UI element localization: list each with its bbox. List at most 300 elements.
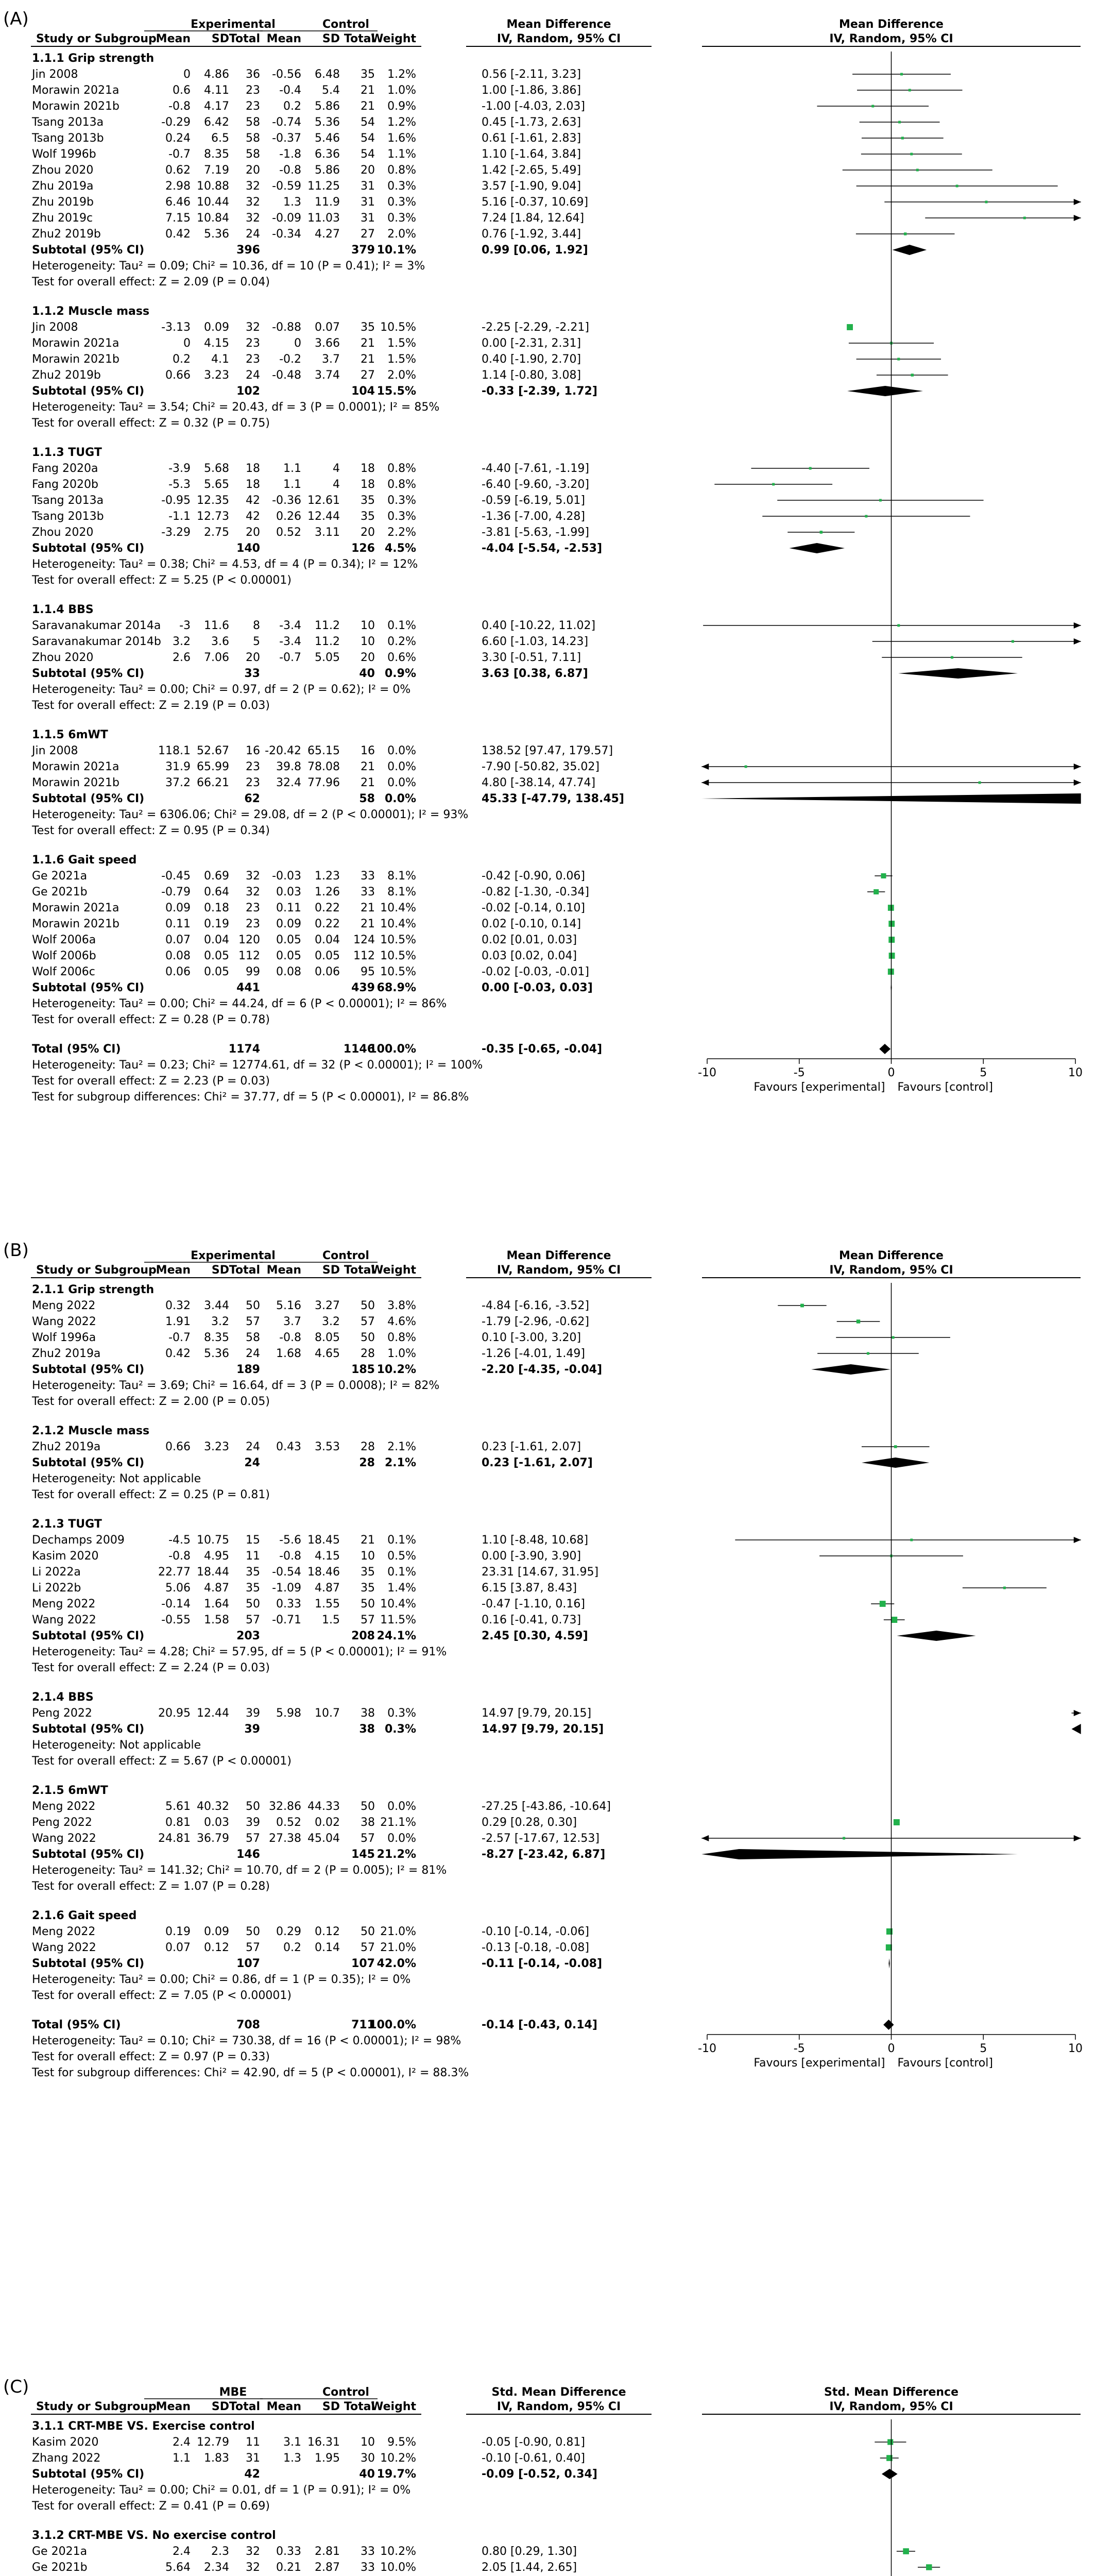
subgroup-title: 1.1.1 Grip strength (32, 52, 155, 65)
total-ctl: 28 (361, 1347, 375, 1360)
total-exp: 18 (246, 478, 260, 491)
total-ctl: 711 (351, 2019, 375, 2031)
point-estimate (857, 1319, 860, 1323)
total-label: Total (95% CI) (32, 2019, 121, 2031)
mean-exp: 5.61 (165, 1800, 191, 1813)
sd-ctl: 1.95 (315, 2452, 340, 2465)
point-estimate (871, 105, 874, 108)
sd-ctl: 44.33 (307, 1800, 340, 1813)
x-tick-label: -5 (793, 1066, 805, 1079)
weight: 0.3% (387, 510, 416, 523)
panel-label: (C) (3, 2377, 29, 2397)
point-estimate (897, 358, 900, 360)
effect-subheader: IV, Random, 95% CI (496, 1264, 621, 1277)
total-exp: 24 (246, 1347, 260, 1360)
plot-title: Std. Mean Difference (824, 2386, 959, 2399)
mean-ctl: -0.48 (272, 369, 301, 382)
point-estimate (800, 1304, 804, 1308)
total-ctl: 54 (361, 148, 375, 161)
mean-exp: 0.2 (173, 353, 191, 366)
sd-ctl: 0.12 (315, 1925, 340, 1938)
subgroup-title: 2.1.2 Muscle mass (32, 1425, 150, 1437)
sd-ctl: 5.86 (315, 100, 340, 113)
study-name: Peng 2022 (32, 1816, 92, 1829)
point-estimate (979, 782, 981, 784)
sd-ctl: 4.87 (315, 1582, 340, 1595)
point-estimate (847, 324, 853, 330)
total-exp: 50 (246, 1925, 260, 1938)
study-name: Meng 2022 (32, 1800, 96, 1813)
mean-ctl: -3.4 (279, 635, 301, 648)
plot-subtitle: IV, Random, 95% CI (829, 2400, 953, 2413)
subgroup-title: 2.1.5 6mWT (32, 1784, 108, 1797)
effect-subheader: IV, Random, 95% CI (496, 2400, 621, 2413)
weight: 4.5% (384, 542, 416, 555)
effect-ci: 0.02 [0.01, 0.03] (482, 934, 577, 946)
favours-right: Favours [control] (897, 1081, 993, 1094)
sd-exp: 18.44 (197, 1566, 229, 1579)
mean-exp: 24.81 (158, 1832, 191, 1845)
col-header-total: Total (344, 2400, 375, 2413)
total-exp: 146 (236, 1848, 260, 1861)
sd-ctl: 0.22 (315, 902, 340, 914)
weight: 0.1% (387, 619, 416, 632)
sd-ctl: 1.55 (315, 1598, 340, 1611)
total-exp: 8 (253, 619, 260, 632)
study-name: Morawin 2021b (32, 918, 119, 930)
sd-exp: 3.23 (204, 1440, 229, 1453)
subgroup-title: 1.1.4 BBS (32, 603, 94, 616)
overall-effect-test: Test for overall effect: Z = 7.05 (P < 0.00001) (32, 1989, 292, 2002)
total-ctl: 33 (361, 886, 375, 899)
mean-ctl: 0 (294, 337, 301, 350)
mean-ctl: -0.71 (272, 1614, 301, 1626)
effect-ci: 1.00 [-1.86, 3.86] (482, 84, 581, 97)
effect-ci: -8.27 [-23.42, 6.87] (482, 1848, 606, 1861)
subgroup-title: 3.1.1 CRT-MBE VS. Exercise control (32, 2420, 255, 2433)
effect-ci: -0.13 [-0.18, -0.08] (482, 1941, 589, 1954)
total-ctl: 10 (361, 2436, 375, 2449)
total-exp: 11 (246, 1550, 260, 1563)
mean-ctl: 0.03 (276, 886, 301, 899)
effect-ci: 1.10 [-1.64, 3.84] (482, 148, 581, 161)
subtotal-label: Subtotal (95% CI) (32, 385, 145, 398)
effect-ci: -0.47 [-1.10, 0.16] (482, 1598, 585, 1611)
total-ctl: 35 (361, 1582, 375, 1595)
effect-ci: -0.82 [-1.30, -0.34] (482, 886, 589, 899)
total-ctl: 28 (359, 1456, 375, 1469)
total-ctl: 50 (361, 1800, 375, 1813)
total-ctl: 10 (361, 1550, 375, 1563)
total-exp: 23 (246, 84, 260, 97)
total-exp: 23 (246, 918, 260, 930)
total-ctl: 40 (359, 2468, 375, 2481)
mean-exp: -3 (179, 619, 191, 632)
mean-ctl: 1.68 (276, 1347, 301, 1360)
point-estimate (843, 1837, 845, 1840)
study-name: Tsang 2013a (32, 116, 104, 129)
heterogeneity: Heterogeneity: Tau² = 3.69; Chi² = 16.64, df = 3 (P = 0.0008); I² = 82% (32, 1379, 440, 1392)
sd-ctl: 11.03 (307, 212, 340, 225)
study-name: Kasim 2020 (32, 2436, 99, 2449)
mean-ctl: 0.43 (276, 1440, 301, 1453)
total-ctl: 40 (359, 667, 375, 680)
plot-title: Mean Difference (839, 18, 944, 31)
sd-ctl: 5.46 (315, 132, 340, 145)
effect-ci: 138.52 [97.47, 179.57] (482, 744, 613, 757)
point-estimate (951, 656, 953, 659)
mean-exp: -0.8 (168, 1550, 191, 1563)
study-name: Zhou 2020 (32, 164, 94, 177)
col-header-weight: Weight (371, 2400, 416, 2413)
col-header-sd: SD (211, 1264, 229, 1277)
sd-ctl: 77.96 (307, 776, 340, 789)
subgroup-title: 1.1.6 Gait speed (32, 854, 137, 867)
study-name: Wang 2022 (32, 1941, 96, 1954)
total-exp: 120 (238, 934, 260, 946)
panel-label: (B) (3, 1240, 29, 1261)
study-name: Kasim 2020 (32, 1550, 99, 1563)
weight: 0.3% (387, 1707, 416, 1720)
mean-ctl: 1.1 (283, 462, 301, 475)
weight: 0.1% (387, 1534, 416, 1547)
mean-exp: 0.07 (165, 1941, 191, 1954)
weight: 1.0% (387, 1347, 416, 1360)
effect-ci: -1.26 [-4.01, 1.49] (482, 1347, 585, 1360)
sd-exp: 2.34 (204, 2561, 229, 2574)
sd-exp: 4.95 (204, 1550, 229, 1563)
total-ctl: 21 (361, 353, 375, 366)
total-exp: 708 (236, 2019, 260, 2031)
point-estimate (879, 499, 882, 502)
x-tick-label: 0 (887, 1066, 895, 1079)
effect-ci: 0.16 [-0.41, 0.73] (482, 1614, 581, 1626)
sd-exp: 2.75 (204, 526, 229, 539)
total-exp: 23 (246, 353, 260, 366)
total-exp: 441 (236, 981, 260, 994)
mean-ctl: -0.8 (279, 1550, 301, 1563)
effect-ci: 0.61 [-1.61, 2.83] (482, 132, 581, 145)
subgroup-title: 2.1.6 Gait speed (32, 1909, 137, 1922)
ci-line-arrow-left (701, 779, 709, 786)
sd-ctl: 4 (333, 462, 340, 475)
point-estimate (897, 624, 900, 627)
total-exp: 36 (246, 68, 260, 81)
study-name: Wolf 2006a (32, 934, 96, 946)
footer-line-3: Test for subgroup differences: Chi² = 37.77, df = 5 (P < 0.00001), I² = 86.8% (32, 1091, 469, 1104)
effect-ci: 3.63 [0.38, 6.87] (482, 667, 588, 680)
effect-ci: -1.00 [-4.03, 2.03] (482, 100, 585, 113)
subtotal-label: Subtotal (95% CI) (32, 1723, 145, 1736)
weight: 10.5% (380, 965, 416, 978)
total-exp: 23 (246, 760, 260, 773)
mean-ctl: 0.09 (276, 918, 301, 930)
mean-exp: -0.8 (168, 100, 191, 113)
mean-ctl: 0.29 (276, 1925, 301, 1938)
total-exp: 32 (246, 870, 260, 883)
mean-exp: 0.66 (165, 1440, 191, 1453)
weight: 0.8% (387, 462, 416, 475)
study-name: Zhou 2020 (32, 651, 94, 664)
total-exp: 58 (246, 132, 260, 145)
weight: 0.0% (387, 776, 416, 789)
col-header-weight: Weight (371, 1264, 416, 1277)
mean-ctl: -0.37 (272, 132, 301, 145)
sd-exp: 0.03 (204, 1816, 229, 1829)
weight: 1.2% (387, 68, 416, 81)
weight: 2.0% (387, 228, 416, 241)
point-estimate (910, 153, 913, 156)
study-name: Morawin 2021a (32, 337, 119, 350)
total-exp: 102 (236, 385, 260, 398)
weight: 0.9% (387, 100, 416, 113)
mean-exp: -0.29 (161, 116, 191, 129)
study-name: Wolf 2006b (32, 950, 96, 962)
footer-line-2: Test for overall effect: Z = 0.97 (P = 0.33) (32, 2050, 270, 2063)
effect-ci: 0.23 [-1.61, 2.07] (482, 1456, 593, 1469)
ci-line-arrow-left (701, 1835, 709, 1841)
study-name: Morawin 2021a (32, 902, 119, 914)
sd-exp: 3.23 (204, 369, 229, 382)
plot-subtitle: IV, Random, 95% CI (829, 32, 953, 45)
mean-exp: 0.06 (165, 965, 191, 978)
subgroup-title: 3.1.2 CRT-MBE VS. No exercise control (32, 2529, 276, 2542)
study-name: Tsang 2013a (32, 494, 104, 507)
study-name: Zhou 2020 (32, 526, 94, 539)
effect-ci: 0.00 [-2.31, 2.31] (482, 337, 581, 350)
mean-ctl: -0.88 (272, 321, 301, 334)
mean-ctl: 39.8 (276, 760, 301, 773)
col-header-total: Total (344, 1264, 375, 1277)
subtotal-label: Subtotal (95% CI) (32, 2468, 145, 2481)
total-exp: 24 (246, 369, 260, 382)
total-ctl: 31 (361, 212, 375, 225)
total-exp: 50 (246, 1800, 260, 1813)
sd-exp: 12.73 (197, 510, 229, 523)
study-name: Zhu 2019b (32, 196, 94, 209)
effect-ci: 14.97 [9.79, 20.15] (482, 1707, 592, 1720)
sd-ctl: 6.36 (315, 148, 340, 161)
mean-exp: 2.6 (173, 651, 191, 664)
weight: 11.5% (380, 1614, 416, 1626)
point-estimate (904, 232, 907, 235)
weight: 0.0% (384, 792, 416, 805)
sd-ctl: 0.14 (315, 1941, 340, 1954)
mean-ctl: 5.16 (276, 1299, 301, 1312)
sd-exp: 12.79 (197, 2436, 229, 2449)
weight: 10.2% (380, 2452, 416, 2465)
effect-ci: 0.03 [0.02, 0.04] (482, 950, 577, 962)
study-name: Meng 2022 (32, 1598, 96, 1611)
panel-label: (A) (3, 9, 29, 29)
sd-exp: 0.12 (204, 1941, 229, 1954)
subtotal-label: Subtotal (95% CI) (32, 1957, 145, 1970)
subtotal-diamond (888, 1958, 889, 1969)
total-exp: 5 (253, 635, 260, 648)
total-exp: 32 (246, 886, 260, 899)
overall-effect-test: Test for overall effect: Z = 2.00 (P = 0.05) (32, 1395, 270, 1408)
weight: 0.2% (387, 635, 416, 648)
x-tick-label: 10 (1068, 1066, 1083, 1079)
total-exp: 20 (246, 164, 260, 177)
effect-ci: -7.90 [-50.82, 35.02] (482, 760, 600, 773)
sd-exp: 1.83 (204, 2452, 229, 2465)
col-header-study: Study or Subgroup (36, 2400, 157, 2413)
sd-exp: 8.35 (204, 1331, 229, 1344)
total-ctl: 57 (361, 1941, 375, 1954)
total-exp: 39 (244, 1723, 260, 1736)
mean-exp: -1.1 (168, 510, 191, 523)
total-exp: 32 (246, 2545, 260, 2558)
ci-line-arrow-right (1074, 638, 1081, 645)
mean-exp: 0.11 (165, 918, 191, 930)
sd-ctl: 5.36 (315, 116, 340, 129)
weight: 3.8% (387, 1299, 416, 1312)
study-name: Li 2022b (32, 1582, 81, 1595)
mean-exp: 31.9 (165, 760, 191, 773)
effect-ci: 0.23 [-1.61, 2.07] (482, 1440, 581, 1453)
weight: 0.8% (387, 1331, 416, 1344)
col-header-sd: SD (211, 32, 229, 45)
mean-ctl: -0.7 (279, 651, 301, 664)
subtotal-diamond (882, 2469, 898, 2479)
study-name: Meng 2022 (32, 1299, 96, 1312)
effect-ci: 3.30 [-0.51, 7.11] (482, 651, 581, 664)
total-exp: 20 (246, 651, 260, 664)
point-estimate (956, 185, 958, 188)
subtotal-diamond (811, 1364, 890, 1375)
sd-exp: 4.11 (204, 84, 229, 97)
effect-ci: -1.79 [-2.96, -0.62] (482, 1315, 589, 1328)
total-ctl: 28 (361, 1440, 375, 1453)
mean-exp: 6.46 (165, 196, 191, 209)
total-ctl: 208 (351, 1630, 375, 1642)
sd-ctl: 3.27 (315, 1299, 340, 1312)
sd-ctl: 4.15 (315, 1550, 340, 1563)
total-ctl: 54 (361, 116, 375, 129)
effect-ci: -0.35 [-0.65, -0.04] (482, 1043, 603, 1056)
study-name: Zhu2 2019a (32, 1347, 101, 1360)
effect-ci: 6.15 [3.87, 8.43] (482, 1582, 577, 1595)
weight: 24.1% (376, 1630, 416, 1642)
weight: 2.0% (387, 369, 416, 382)
point-estimate (985, 201, 987, 204)
mean-ctl: -3.4 (279, 619, 301, 632)
sd-ctl: 3.7 (322, 353, 340, 366)
ci-line-arrow-right (1074, 215, 1081, 221)
point-estimate (772, 483, 775, 486)
sd-exp: 11.6 (204, 619, 229, 632)
total-exp: 42 (244, 2468, 260, 2481)
study-name: Jin 2008 (32, 321, 78, 334)
total-exp: 23 (246, 100, 260, 113)
group1-header: Experimental (191, 18, 276, 31)
total-exp: 16 (246, 744, 260, 757)
study-name: Ge 2021b (32, 886, 88, 899)
sd-exp: 10.84 (197, 212, 229, 225)
total-ctl: 33 (361, 870, 375, 883)
total-exp: 58 (246, 116, 260, 129)
total-exp: 203 (236, 1630, 260, 1642)
mean-exp: 0.32 (165, 1299, 191, 1312)
mean-ctl: -0.2 (279, 353, 301, 366)
forest-panel-3 (3, 2377, 1083, 2576)
sd-ctl: 12.44 (307, 510, 340, 523)
total-diamond (879, 1044, 890, 1054)
col-header-total: Total (229, 32, 260, 45)
effect-ci: 6.60 [-1.03, 14.23] (482, 635, 589, 648)
point-estimate (892, 1336, 895, 1339)
total-ctl: 27 (361, 369, 375, 382)
point-estimate (901, 137, 904, 139)
sd-exp: 65.99 (197, 760, 229, 773)
sd-ctl: 6.48 (315, 68, 340, 81)
weight: 4.6% (387, 1315, 416, 1328)
total-exp: 23 (246, 337, 260, 350)
weight: 1.2% (387, 116, 416, 129)
effect-ci: 1.42 [-2.65, 5.49] (482, 164, 581, 177)
total-exp: 57 (246, 1941, 260, 1954)
total-exp: 50 (246, 1299, 260, 1312)
col-header-mean: Mean (266, 2400, 301, 2413)
mean-exp: 37.2 (165, 776, 191, 789)
mean-ctl: -0.36 (272, 494, 301, 507)
study-name: Fang 2020b (32, 478, 98, 491)
ci-line-arrow-right (1074, 1537, 1081, 1543)
effect-ci: -0.33 [-2.39, 1.72] (482, 385, 597, 398)
subtotal-diamond (701, 1849, 1018, 1859)
total-ctl: 10 (361, 619, 375, 632)
sd-ctl: 0.02 (315, 1816, 340, 1829)
total-exp: 57 (246, 1315, 260, 1328)
total-ctl: 21 (361, 918, 375, 930)
total-ctl: 31 (361, 180, 375, 193)
point-estimate (926, 2564, 932, 2570)
weight: 2.2% (387, 526, 416, 539)
total-ctl: 35 (361, 510, 375, 523)
total-ctl: 35 (361, 494, 375, 507)
mean-ctl: -0.4 (279, 84, 301, 97)
weight: 10.2% (380, 2545, 416, 2558)
mean-exp: 5.64 (165, 2561, 191, 2574)
sd-ctl: 1.26 (315, 886, 340, 899)
total-ctl: 50 (361, 1331, 375, 1344)
mean-ctl: 1.3 (283, 196, 301, 209)
mean-ctl: -0.09 (272, 212, 301, 225)
subtotal-diamond (898, 668, 1018, 679)
effect-ci: -3.81 [-5.63, -1.99] (482, 526, 589, 539)
sd-ctl: 45.04 (307, 1832, 340, 1845)
subtotal-label: Subtotal (95% CI) (32, 1363, 145, 1376)
total-ctl: 107 (351, 1957, 375, 1970)
weight: 21.0% (380, 1941, 416, 1954)
study-name: Ge 2021a (32, 2545, 88, 2558)
footer-line-1: Heterogeneity: Tau² = 0.10; Chi² = 730.38, df = 16 (P < 0.00001); I² = 98% (32, 2035, 461, 2047)
sd-ctl: 65.15 (307, 744, 340, 757)
study-name: Zhu 2019c (32, 212, 93, 225)
subtotal-label: Subtotal (95% CI) (32, 667, 145, 680)
total-exp: 57 (246, 1832, 260, 1845)
total-exp: 23 (246, 902, 260, 914)
study-name: Saravanakumar 2014b (32, 635, 161, 648)
sd-exp: 8.35 (204, 148, 229, 161)
weight: 10.5% (380, 321, 416, 334)
mean-exp: 0.08 (165, 950, 191, 962)
total-ctl: 54 (361, 132, 375, 145)
weight: 0.0% (387, 744, 416, 757)
sd-ctl: 1.5 (322, 1614, 340, 1626)
mean-ctl: 0.11 (276, 902, 301, 914)
